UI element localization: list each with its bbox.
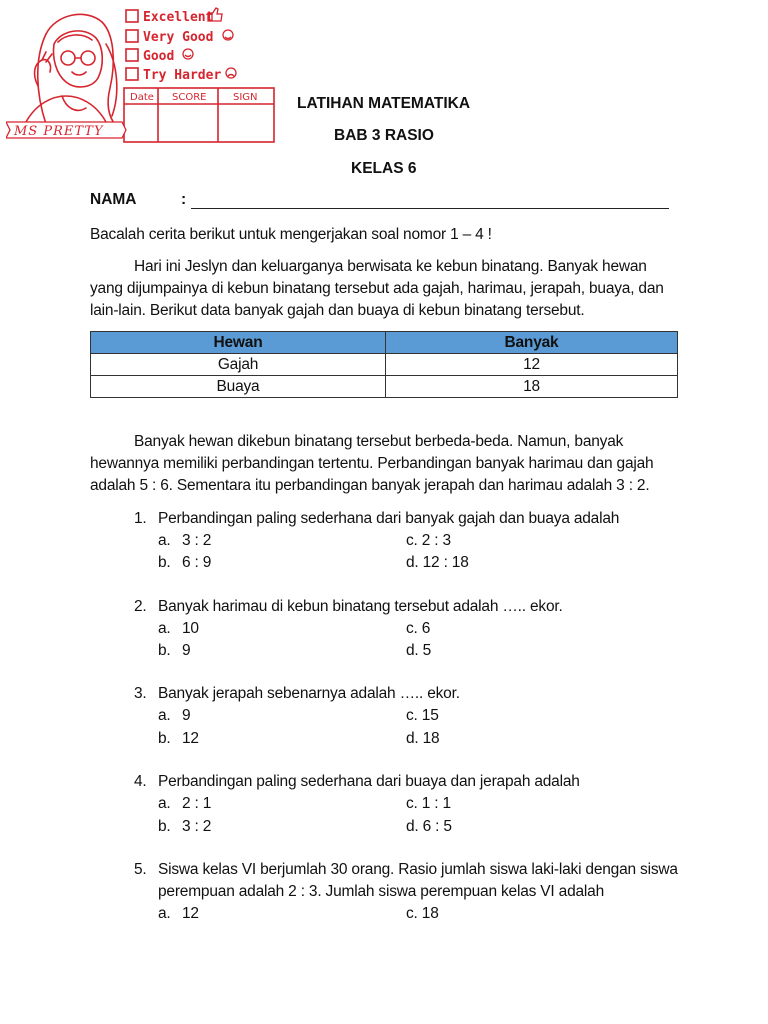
name-label: NAMA xyxy=(90,191,137,208)
question-text: Siswa kelas VI berjumlah 30 orang. Rasio jumlah siswa laki-laki dengan siswa perempuan adalah 2 : 3. Jumlah siswa perempuan kelas VI adalah xyxy=(158,861,678,900)
table-cell: 18 xyxy=(386,376,678,398)
table-header-row xyxy=(91,332,678,354)
option-c[interactable]: c. 6 xyxy=(406,620,431,637)
column-header: Hewan xyxy=(91,332,386,354)
question-number: 2. xyxy=(134,598,147,615)
hijab-woman-illustration xyxy=(26,14,117,126)
option-b[interactable]: b. 6 : 9 xyxy=(158,554,212,571)
table-row xyxy=(91,376,678,398)
smile-icon xyxy=(183,49,193,59)
grid-header-sign: SIGN xyxy=(233,92,258,103)
option-c[interactable]: c. 2 : 3 xyxy=(406,532,451,549)
table-row xyxy=(91,354,678,376)
question-number: 1. xyxy=(134,510,147,527)
option-b[interactable]: b. 9 xyxy=(158,642,191,659)
brand-name: MS PRETTY xyxy=(14,124,104,139)
option-c[interactable]: c. 15 xyxy=(406,707,439,724)
check-very-good-label: Very Good xyxy=(143,30,214,45)
worksheet-title: LATIHAN MATEMATIKA xyxy=(297,95,471,112)
teacher-stamp xyxy=(6,4,282,146)
table-cell: Buaya xyxy=(91,376,386,398)
check-good-label: Good xyxy=(143,49,175,64)
check-try-harder-label: Try Harder xyxy=(143,68,222,83)
grade-title: KELAS 6 xyxy=(351,160,417,177)
option-d[interactable]: d. 5 xyxy=(406,642,432,659)
table-cell: Gajah xyxy=(91,354,386,376)
option-a[interactable]: a. 3 : 2 xyxy=(158,532,212,549)
name-underline[interactable] xyxy=(191,208,669,209)
option-d[interactable]: d. 18 xyxy=(406,730,440,747)
check-excellent-label: Excellent xyxy=(143,10,214,25)
question-number: 5. xyxy=(134,861,147,878)
grid-header-date: Date xyxy=(130,92,154,103)
option-c[interactable]: c. 1 : 1 xyxy=(406,795,451,812)
grid-header-score: SCORE xyxy=(172,92,207,103)
frown-icon xyxy=(226,68,236,78)
column-header: Banyak xyxy=(386,332,678,354)
grin-icon xyxy=(223,30,233,40)
chapter-title: BAB 3 RASIO xyxy=(334,127,434,144)
question-number: 3. xyxy=(134,685,147,702)
question-text: Banyak harimau di kebun binatang tersebut adalah ….. ekor. xyxy=(158,598,563,615)
option-c[interactable]: c. 18 xyxy=(406,905,439,922)
question-text: Perbandingan paling sederhana dari banyak gajah dan buaya adalah xyxy=(158,510,620,527)
story-paragraph-2: Banyak hewan dikebun binatang tersebut berbeda-beda. Namun, banyak hewannya memiliki perbandingan tertentu. Perbandingan banyak harimau dan gajah adalah 5 : 6. Sementara itu perbandingan banyak jerapah dan harimau adalah 3 : 2. xyxy=(90,433,654,494)
option-a[interactable]: a. 9 xyxy=(158,707,191,724)
option-d[interactable]: d. 12 : 18 xyxy=(406,554,469,571)
name-field xyxy=(90,191,187,209)
option-a[interactable]: a. 12 xyxy=(158,905,199,922)
option-b[interactable]: b. 3 : 2 xyxy=(158,818,212,835)
question-text: Banyak jerapah sebenarnya adalah ….. ekor. xyxy=(158,685,460,702)
story-paragraph: Hari ini Jeslyn dan keluarganya berwisata ke kebun binatang. Banyak hewan yang dijumpainya di kebun binatang tersebut ada gajah, harimau, jerapah, buaya, dan lain-lain. Berikut data banyak gajah dan buaya di kebun binatang tersebut. xyxy=(90,258,664,319)
option-d[interactable]: d. 6 : 5 xyxy=(406,818,452,835)
option-a[interactable]: a. 2 : 1 xyxy=(158,795,212,812)
instruction-text: Bacalah cerita berikut untuk mengerjakan soal nomor 1 – 4 ! xyxy=(90,226,492,243)
name-colon: : xyxy=(181,191,187,208)
option-b[interactable]: b. 12 xyxy=(158,730,199,747)
table-cell: 12 xyxy=(386,354,678,376)
question-text: Perbandingan paling sederhana dari buaya dan jerapah adalah xyxy=(158,773,580,790)
stamp-graphic xyxy=(6,4,282,146)
option-a[interactable]: a. 10 xyxy=(158,620,199,637)
question-number: 4. xyxy=(134,773,147,790)
animal-table xyxy=(90,331,678,398)
